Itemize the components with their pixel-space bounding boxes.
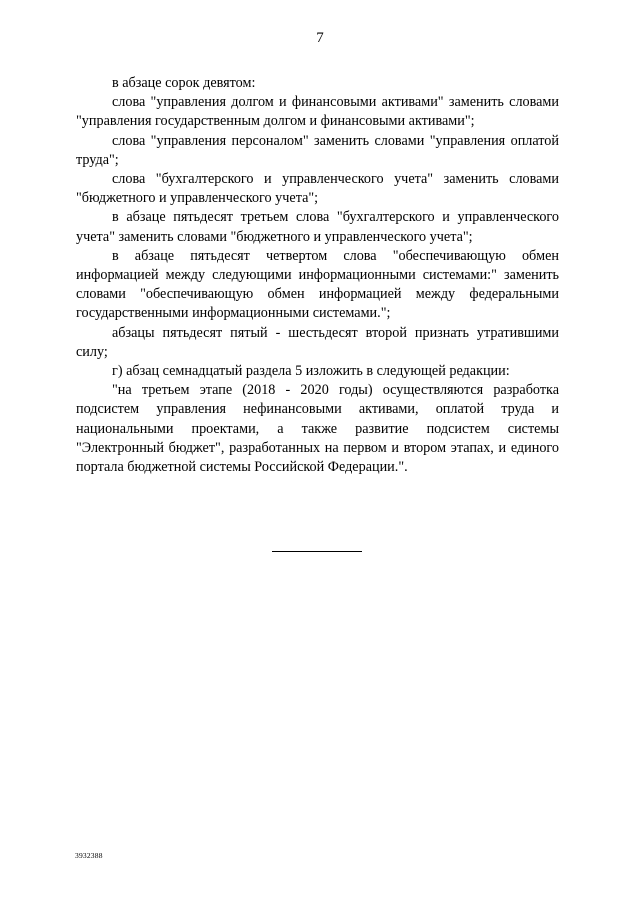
document-body xyxy=(76,74,559,477)
paragraph: слова "управления персоналом" заменить словами "управления оплатой труда"; xyxy=(76,132,559,168)
paragraph: в абзаце пятьдесят четвертом слова "обеспечивающую обмен информацией между следующими информационными системами:" заменить словами "обеспечивающую обмен информацией между федеральными государственными информационными системами."; xyxy=(76,247,559,322)
end-divider xyxy=(272,551,362,552)
paragraph: абзацы пятьдесят пятый - шестьдесят второй признать утратившими силу; xyxy=(76,324,559,360)
paragraph: в абзаце сорок девятом: xyxy=(112,75,256,91)
paragraph: слова "бухгалтерского и управленческого учета" заменить словами "бюджетного и управленческого учета"; xyxy=(76,171,559,207)
paragraph: "на третьем этапе (2018 - 2020 годы) осуществляются разработка подсистем управления нефинансовыми активами, оплатой труда и национальными проектами, а также развитие подсистем системы "Электронный бюджет", разработанных на первом и втором этапах, и единого портала бюджетной системы Российской Федерации.". xyxy=(76,382,559,476)
paragraph: г) абзац семнадцатый раздела 5 изложить в следующей редакции: xyxy=(112,363,510,380)
paragraph: в абзаце пятьдесят третьем слова "бухгалтерского и управленческого учета" заменить словами "бюджетного и управленческого учета"; xyxy=(76,209,559,245)
page-number: 7 xyxy=(316,30,324,46)
document-code: 3932388 xyxy=(75,851,103,860)
paragraph: слова "управления долгом и финансовыми активами" заменить словами "управления государственным долгом и финансовыми активами"; xyxy=(76,94,559,130)
